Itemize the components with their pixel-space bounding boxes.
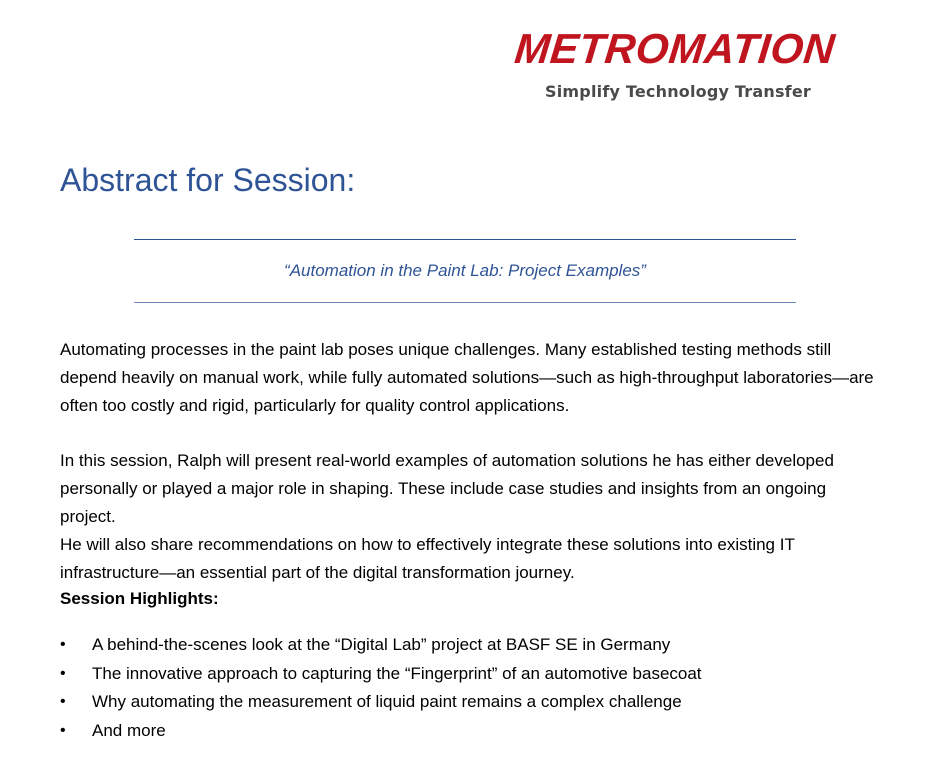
title-divider-top (134, 239, 796, 240)
bullet-icon: • (60, 636, 66, 653)
list-item-text: Why automating the measurement of liquid paint remains a complex challenge (92, 692, 682, 711)
recommendations-paragraph: He will also share recommendations on how to effectively integrate these solutions into existing IT infrastructure—an essential part of the digital transformation journey. (60, 535, 795, 582)
logo-tagline: Simplify Technology Transfer (545, 82, 811, 101)
page-heading: Abstract for Session: (60, 162, 356, 198)
list-item (60, 688, 702, 717)
session-title: “Automation in the Paint Lab: Project Examples” (284, 261, 646, 280)
company-logo (500, 26, 850, 101)
highlights-heading: Session Highlights: (60, 589, 219, 608)
list-item-text: And more (92, 720, 166, 740)
bullet-icon: • (60, 693, 66, 710)
list-item (60, 631, 702, 660)
bullet-icon: • (60, 664, 66, 682)
list-item-text: A behind-the-scenes look at the “Digital Lab” project at BASF SE in Germany (92, 635, 671, 654)
bullet-icon: • (60, 721, 66, 739)
logo-wordmark: METROMATION (512, 25, 838, 72)
session-paragraph: In this session, Ralph will present real-world examples of automation solutions he has either developed personally or played a major role in shaping. These include case studies and insights from an ongoing project. (60, 451, 834, 526)
intro-paragraph: Automating processes in the paint lab poses unique challenges. Many established testing methods still depend heavily on manual work, while fully automated solutions—such as high-throughput laboratories—are often too costly and rigid, particularly for quality control applications. (60, 340, 874, 415)
list-item-text: The innovative approach to capturing the “Fingerprint” of an automotive basecoat (92, 663, 702, 683)
title-divider-bottom (134, 302, 796, 303)
highlights-list (60, 631, 702, 745)
list-item (60, 717, 702, 746)
list-item (60, 660, 702, 689)
